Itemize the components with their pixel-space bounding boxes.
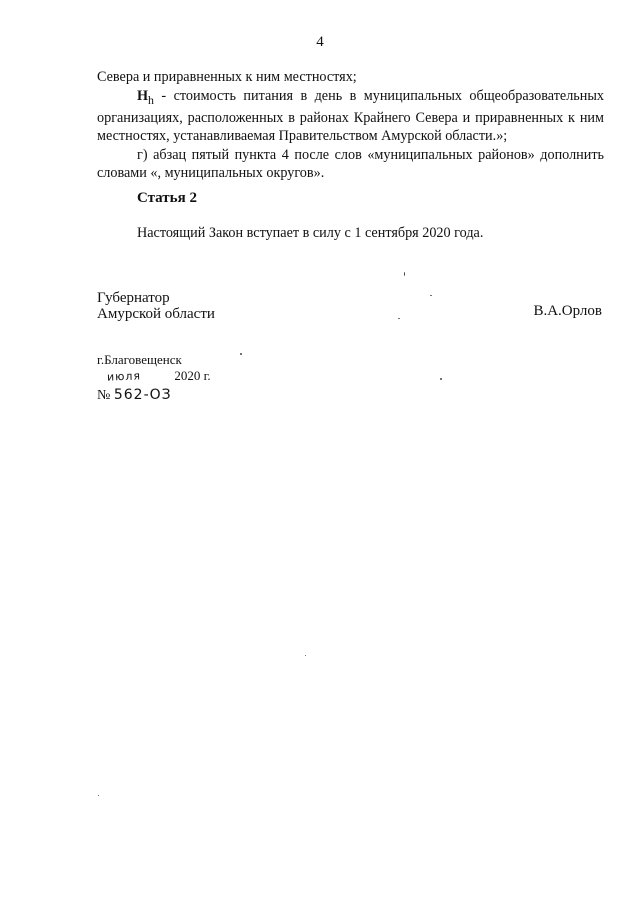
- law-number-handwritten: 562-ОЗ: [113, 387, 172, 403]
- paragraph-amendment: г) абзац пятый пункта 4 после слов «муниципальных районов» дополнить словами «, муниципальных округов».: [97, 146, 604, 182]
- law-number-line: [97, 387, 211, 404]
- page-number: 4: [316, 34, 324, 50]
- paragraph-definition: [97, 87, 604, 146]
- article-text: Настоящий Закон вступает в силу с 1 сентября 2020 года.: [137, 225, 484, 241]
- scan-speck: [430, 295, 432, 296]
- scan-speck: [305, 655, 306, 656]
- signatory-name: В.А.Орлов: [533, 303, 602, 319]
- scan-speck: [240, 353, 242, 355]
- scan-speck: [404, 272, 405, 276]
- article-heading: Статья 2: [137, 190, 197, 206]
- scan-speck: [398, 318, 400, 319]
- signature-title-line2: Амурской области: [97, 306, 215, 322]
- place-date-block: [97, 352, 211, 404]
- paragraph-continuation: Севера и приравненных к ним местностях;: [97, 69, 357, 85]
- city: г.Благовещенск: [97, 352, 182, 367]
- date-line: [97, 368, 211, 385]
- date-year: 2020 г.: [174, 368, 211, 383]
- signature-title-line1: Губернатор: [97, 290, 170, 306]
- scan-speck: [98, 795, 99, 796]
- signature-title: [97, 290, 604, 322]
- formula-symbol: H: [137, 87, 149, 104]
- formula-subscript: h: [148, 92, 154, 107]
- number-prefix: №: [97, 388, 111, 403]
- definition-text: - стоимость питания в день в муниципальных общеобразовательных организациях, расположенных в районах Крайнего Севера и приравненных к ним местностях, устанавливаемая Правительством Амурской области.»;: [97, 87, 604, 145]
- document-body: [97, 68, 604, 183]
- date-handwritten: июля: [106, 369, 142, 384]
- scan-speck: [440, 378, 442, 380]
